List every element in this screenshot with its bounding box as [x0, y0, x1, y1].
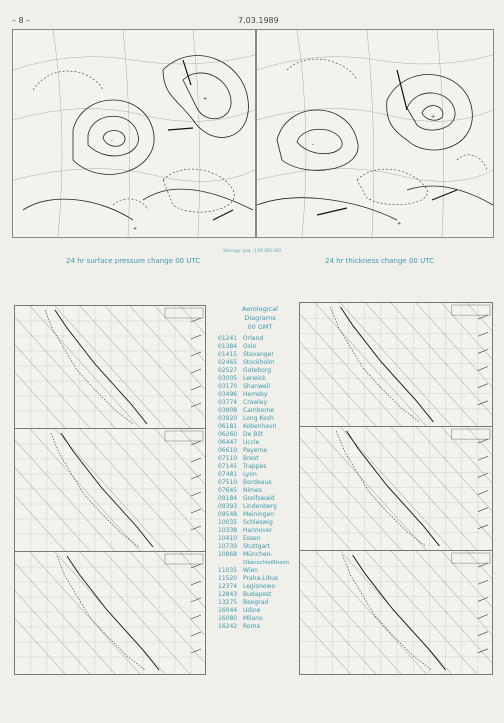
station-name: Budapest [243, 591, 272, 598]
aerological-diagram [14, 428, 206, 552]
station-code: 10410 [218, 535, 238, 542]
station-row [218, 615, 302, 623]
station-row [218, 343, 302, 351]
station-code: 12843 [218, 591, 238, 598]
svg-text:+: + [133, 226, 138, 232]
station-code [218, 559, 243, 567]
station-name: Kobenhavn [243, 423, 277, 430]
thickness-change-map-graphic [257, 30, 493, 237]
page-date: 7.03.1989 [238, 16, 279, 25]
station-name: Essen [243, 535, 261, 542]
station-name: Stavanger [243, 351, 274, 358]
aerological-diagram-graphic [15, 306, 205, 428]
station-name: Nimes [243, 487, 262, 494]
station-name: Lerwick [243, 375, 266, 382]
station-code: 07481 [218, 471, 238, 478]
station-code: 02527 [218, 367, 238, 374]
station-code: 10868 [218, 551, 238, 558]
station-row [218, 479, 302, 487]
list-title-line: 00 GMT [247, 323, 273, 331]
station-name: Lyon [243, 471, 257, 478]
station-row [218, 607, 302, 615]
station-code: 01384 [218, 343, 238, 350]
station-row [218, 583, 302, 591]
aerological-diagram-graphic [300, 427, 492, 550]
station-row [218, 543, 302, 551]
station-name: Udine [243, 607, 261, 614]
aerological-diagram [299, 550, 493, 675]
aerological-diagram [14, 305, 206, 429]
station-code: 16044 [218, 607, 238, 614]
station-code: 03774 [218, 399, 238, 406]
station-name: Long Kesh [243, 415, 274, 422]
station-name: Wien [243, 567, 258, 574]
station-name: Schleswig [243, 519, 273, 526]
station-code: 02465 [218, 359, 238, 366]
station-code: 07145 [218, 463, 238, 470]
station-name: Meiningen [243, 511, 275, 518]
station-name: München- [243, 551, 273, 558]
station-row [218, 455, 302, 463]
station-name: Brest [243, 455, 259, 462]
station-code: 06260 [218, 431, 238, 438]
station-row [218, 503, 302, 511]
aerological-diagram [299, 426, 493, 551]
aerological-diagram-graphic [15, 552, 205, 674]
station-row [218, 415, 302, 423]
station-row [218, 359, 302, 367]
station-code: 03170 [218, 383, 238, 390]
station-row [218, 391, 302, 399]
station-code: 16242 [218, 623, 238, 630]
station-row [218, 383, 302, 391]
svg-text:+: + [431, 114, 436, 120]
station-row [218, 471, 302, 479]
svg-text:-: - [312, 142, 314, 148]
station-row [218, 407, 302, 415]
svg-text:-: - [111, 138, 113, 144]
station-row [218, 375, 302, 383]
station-name: Payerne [243, 447, 268, 454]
station-code: 10739 [218, 543, 238, 550]
station-name: Oberschleißheim [243, 560, 290, 566]
station-code: 13275 [218, 599, 238, 606]
left-map-caption: 24 hr surface pressure change 00 UTC [66, 257, 201, 265]
surface-pressure-map [12, 29, 256, 238]
station-code: 06447 [218, 439, 238, 446]
station-row [218, 335, 302, 343]
aerological-diagram [14, 551, 206, 675]
station-code: 06610 [218, 447, 238, 454]
station-code: 03808 [218, 407, 238, 414]
surface-pressure-map-graphic [13, 30, 255, 237]
station-row [218, 399, 302, 407]
aerological-station-list [218, 305, 302, 631]
station-row [218, 439, 302, 447]
station-name: Legionowo [243, 583, 276, 590]
station-name: Hannover [243, 527, 273, 534]
station-name: Goteborg [243, 367, 272, 374]
thickness-change-map [256, 29, 494, 238]
station-code: 09393 [218, 503, 238, 510]
station-code: 16080 [218, 615, 238, 622]
station-name: Bordeaux [243, 479, 272, 486]
station-code: 01415 [218, 351, 238, 358]
aerological-diagram-graphic [15, 429, 205, 551]
station-name: De Bilt [243, 431, 264, 438]
aerological-diagram-graphic [300, 303, 492, 426]
station-code: 11035 [218, 567, 238, 574]
projection-note: Stereogr. proj.: 1:60 000 000 [223, 248, 281, 253]
station-code: 03920 [218, 415, 238, 422]
station-name: Shanwell [243, 383, 271, 390]
station-row [218, 487, 302, 495]
station-row [218, 423, 302, 431]
station-code: 07510 [218, 479, 238, 486]
station-rows [218, 335, 302, 631]
station-row [218, 511, 302, 519]
station-name: Stockholm [243, 359, 275, 366]
station-code: 11520 [218, 575, 238, 582]
page-number: – 8 – [12, 16, 31, 25]
station-row [218, 591, 302, 599]
station-name: Milano [243, 615, 263, 622]
station-row [218, 519, 302, 527]
station-code: 10338 [218, 527, 238, 534]
station-name: Lindenberg [243, 503, 277, 510]
station-name: Greifswald [243, 495, 275, 502]
list-title-line: Diagrams [244, 314, 276, 322]
station-code: 09548 [218, 511, 238, 518]
station-row [218, 431, 302, 439]
svg-text:+: + [397, 221, 402, 227]
aerological-diagram [299, 302, 493, 427]
station-row [218, 623, 302, 631]
station-name: Praha-Libus [243, 575, 279, 582]
station-name: Hemsby [243, 391, 268, 398]
station-name: Oslo [243, 343, 257, 350]
station-name: Beograd [243, 599, 269, 606]
aerological-diagram-graphic [300, 551, 492, 674]
station-row [218, 575, 302, 583]
station-code: 03005 [218, 375, 238, 382]
station-row [218, 447, 302, 455]
station-row [218, 367, 302, 375]
station-code: 03496 [218, 391, 238, 398]
svg-text:+: + [203, 96, 208, 102]
station-name: Camborne [243, 407, 275, 414]
station-row [218, 463, 302, 471]
station-code: 06181 [218, 423, 238, 430]
station-code: 07645 [218, 487, 238, 494]
station-code: 12374 [218, 583, 238, 590]
station-row [218, 351, 302, 359]
station-row [218, 559, 302, 567]
station-row [218, 551, 302, 559]
station-row [218, 495, 302, 503]
station-name: Orland [243, 335, 264, 342]
station-name: Uccle [243, 439, 260, 446]
station-code: 07110 [218, 455, 238, 462]
station-row [218, 535, 302, 543]
station-name: Stuttgart [243, 543, 270, 550]
station-code: 09184 [218, 495, 238, 502]
station-row [218, 599, 302, 607]
station-code: 01241 [218, 335, 238, 342]
list-title-line: Aerological [242, 305, 278, 313]
station-name: Trappes [243, 463, 267, 470]
station-row [218, 567, 302, 575]
station-name: Crawley [243, 399, 268, 406]
station-row [218, 527, 302, 535]
station-code: 10035 [218, 519, 238, 526]
station-name: Roma [243, 623, 261, 630]
right-map-caption: 24 hr thickness change 00 UTC [325, 257, 434, 265]
